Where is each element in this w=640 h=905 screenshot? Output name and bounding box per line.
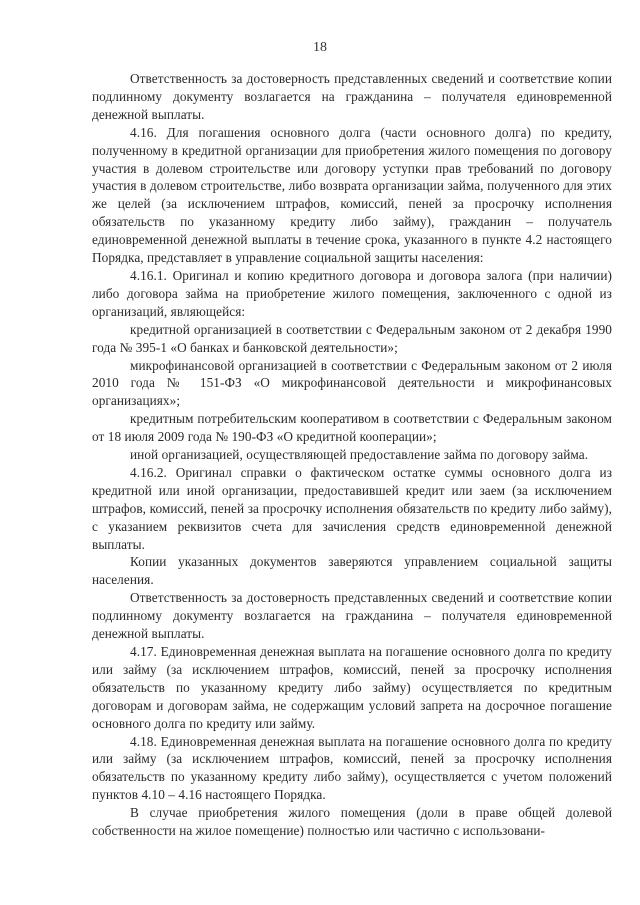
document-body — [92, 70, 612, 840]
paragraph-microfinance-organization: микрофинансовой организацией в соответствии с Федеральным законом от 2 июля 2010 года № 151-ФЗ «О микрофинансовой деятельности и микрофинансовых организациях»; — [92, 357, 612, 409]
paragraph-other-organization: иной организацией, осуществляющей предоставление займа по договору займа. — [130, 447, 589, 463]
paragraph-copies-certified: Копии указанных документов заверяются управлением социальной защиты населения. — [92, 554, 612, 588]
paragraph-4-16: 4.16. Для погашения основного долга (части основного долга) по кредиту, полученному в кредитной организации для приобретения жилого помещения по договору участия в долевом строительстве или договору уступки прав требований по договору участия в долевом строительстве, либо возврата организации займа, полученного для этих же целей (за исключением штрафов, комиссий, пеней за просрочку исполнения обязательств по указанному кредиту либо займу), гражданин – получатель единовременной денежной выплаты в течение срока, указанного в пункте 4.2 настоящего Порядка, представляет в управление социальной защиты населения: — [92, 124, 612, 266]
paragraph-responsibility-1: Ответственность за достоверность представленных сведений и соответствие копии подлинному документу возлагается на гражданина – получателя единовременной денежной выплаты. — [92, 71, 612, 122]
paragraph-credit-organization: кредитной организацией в соответствии с Федеральным законом от 2 декабря 1990 года № 395-1 «О банках и банковской деятельности»; — [92, 321, 612, 355]
paragraph-credit-cooperative: кредитным потребительским кооперативом в соответствии с Федеральным законом от 18 июля 2009 года № 190-ФЗ «О кредитной кооперации»; — [92, 411, 612, 445]
paragraph-4-18: 4.18. Единовременная денежная выплата на погашение основного долга по кредиту или займу (за исключением штрафов, комиссий, пеней за просрочку исполнения обязательств по указанному кредиту либо займу), осуществляется с учетом положений пунктов 4.10 – 4.16 настоящего Порядка. — [92, 733, 612, 803]
paragraph-4-17: 4.17. Единовременная денежная выплата на погашение основного долга по кредиту или займу (за исключением штрафов, комиссий, пеней за просрочку исполнения обязательств по указанному кредиту либо займу) осуществляется по кредитным договорам и договорам займа, не содержащим условий запрета на досрочное погашение основного долга по кредиту или займу. — [92, 644, 612, 731]
paragraph-purchase-case: В случае приобретения жилого помещения (доли в праве общей долевой собственности на жилое помещение) полностью или частично с использовани- — [92, 805, 612, 839]
paragraph-responsibility-2: Ответственность за достоверность представленных сведений и соответствие копии подлинному документу возлагается на гражданина – получателя единовременной денежной выплаты. — [92, 590, 612, 642]
paragraph-4-16-2: 4.16.2. Оригинал справки о фактическом остатке суммы основного долга из кредитной или иной организации, предоставившей кредит или заем (за исключением штрафов, комиссий, пеней за просрочку исполнения обязательств по кредиту либо займу), с указанием реквизитов счета для зачисления средств единовременной денежной выплаты. — [92, 464, 612, 552]
paragraph-4-16-1: 4.16.1. Оригинал и копию кредитного договора и договора залога (при наличии) либо договора займа на приобретение жилого помещения, заключенного с одной из организаций, являющейся: — [92, 267, 612, 319]
page-number: 18 — [313, 40, 327, 55]
